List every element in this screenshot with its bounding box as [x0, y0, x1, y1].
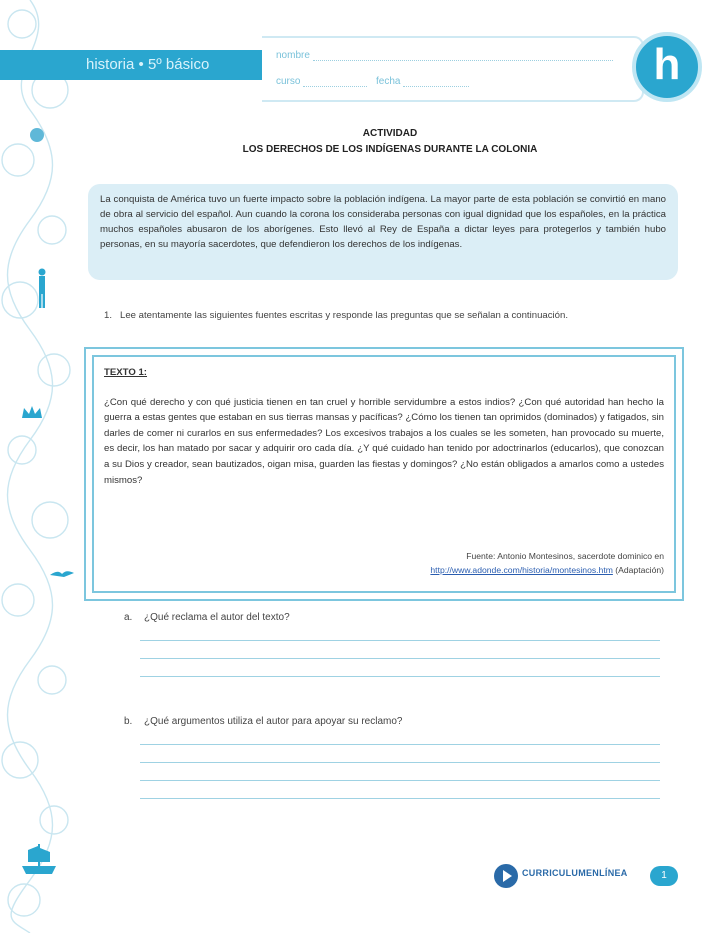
- subject-header-band: [0, 50, 262, 80]
- ship-icon: [18, 842, 60, 876]
- question-a-text: ¿Qué reclama el autor del texto?: [144, 612, 290, 623]
- answer-line-b1[interactable]: [140, 744, 660, 745]
- answer-line-a2[interactable]: [140, 658, 660, 659]
- crown-icon: [20, 404, 44, 422]
- question-a: [124, 612, 290, 623]
- name-row: [276, 50, 613, 61]
- course-field[interactable]: [303, 86, 367, 87]
- date-field[interactable]: [403, 86, 469, 87]
- page-number: 1: [650, 866, 678, 886]
- text-heading: TEXTO 1:: [104, 367, 148, 378]
- answer-line-b3[interactable]: [140, 780, 660, 781]
- text-body: ¿Con qué derecho y con qué justicia tienen en tan cruel y horrible servidumbre a estos indios? ¿Con qué autoridad han hecho la guerra a estas gentes que estaban en sus tierras mansas y pacíficas? ¿Cómo los tienen tan oprimidos (dominados) y fatigados, sin darles de comer ni curarlos en sus enfermedades? Los excesivos trabajos a los cuales se les someten, han provocado su muerte, es decir, los han matado por sacar y adquirir oro cada día. ¿Y qué cuidado han tenido por adoctrinarlos (educarlos), que conozcan a su Dios y creador, sean bautizados, oigan misa, guarden las fiestas y domingos? ¿No están obligados a amarlos como a ustedes mismos?: [104, 396, 664, 486]
- answer-line-a1[interactable]: [140, 640, 660, 641]
- source-citation-line2: [430, 563, 664, 579]
- intro-paragraph: La conquista de América tuvo un fuerte impacto sobre la población indígena. La mayor parte de esta población se convirtió en mano de obra al servicio del español. Aun cuando la corona los consideraba personas con igual dignidad que los españoles, en la práctica muchos españoles abusaron de los aborígenes. Esto llevó al Rey de España a dictar leyes para protegerlos y también hubo personas, en su mayoría sacerdotes, que defendieron los derechos de los indígenas.: [88, 184, 678, 280]
- source-link[interactable]: http://www.adonde.com/historia/montesinos.htm: [430, 565, 613, 575]
- explorer-figure-icon: [36, 268, 48, 310]
- answer-line-b4[interactable]: [140, 798, 660, 799]
- source-adaptation: (Adaptación): [615, 565, 664, 575]
- answer-line-b2[interactable]: [140, 762, 660, 763]
- instruction-text: Lee atentamente las siguientes fuentes escritas y responde las preguntas que se señalan a continuación.: [120, 310, 569, 321]
- instruction-1: [104, 308, 664, 324]
- bird-icon: [50, 566, 74, 576]
- play-icon: [494, 864, 518, 888]
- instruction-number: 1.: [104, 310, 113, 321]
- curriculum-logo: [494, 864, 644, 890]
- student-info-box: [262, 36, 644, 102]
- course-label: curso: [276, 76, 301, 87]
- name-label: nombre: [276, 50, 310, 61]
- name-field[interactable]: [313, 60, 613, 61]
- question-b: [124, 716, 402, 727]
- question-a-letter: a.: [124, 612, 133, 623]
- activity-subtitle: LOS DERECHOS DE LOS INDÍGENAS DURANTE LA COLONIA: [242, 144, 538, 155]
- subject-label: historia • 5º básico: [86, 56, 210, 73]
- brand-name: CURRICULUMENLÍNEA: [522, 868, 628, 878]
- course-date-row: [276, 76, 469, 87]
- source-text-box: [92, 355, 676, 593]
- activity-title: ACTIVIDAD: [362, 128, 418, 139]
- date-label: fecha: [376, 76, 401, 87]
- answer-line-a3[interactable]: [140, 676, 660, 677]
- globe-icon: [30, 128, 44, 142]
- question-b-text: ¿Qué argumentos utiliza el autor para apoyar su reclamo?: [144, 716, 403, 727]
- question-b-letter: b.: [124, 716, 133, 727]
- source-citation-line1: Fuente: Antonio Montesinos, sacerdote dominico en: [466, 551, 664, 561]
- h-logo: h: [632, 32, 702, 102]
